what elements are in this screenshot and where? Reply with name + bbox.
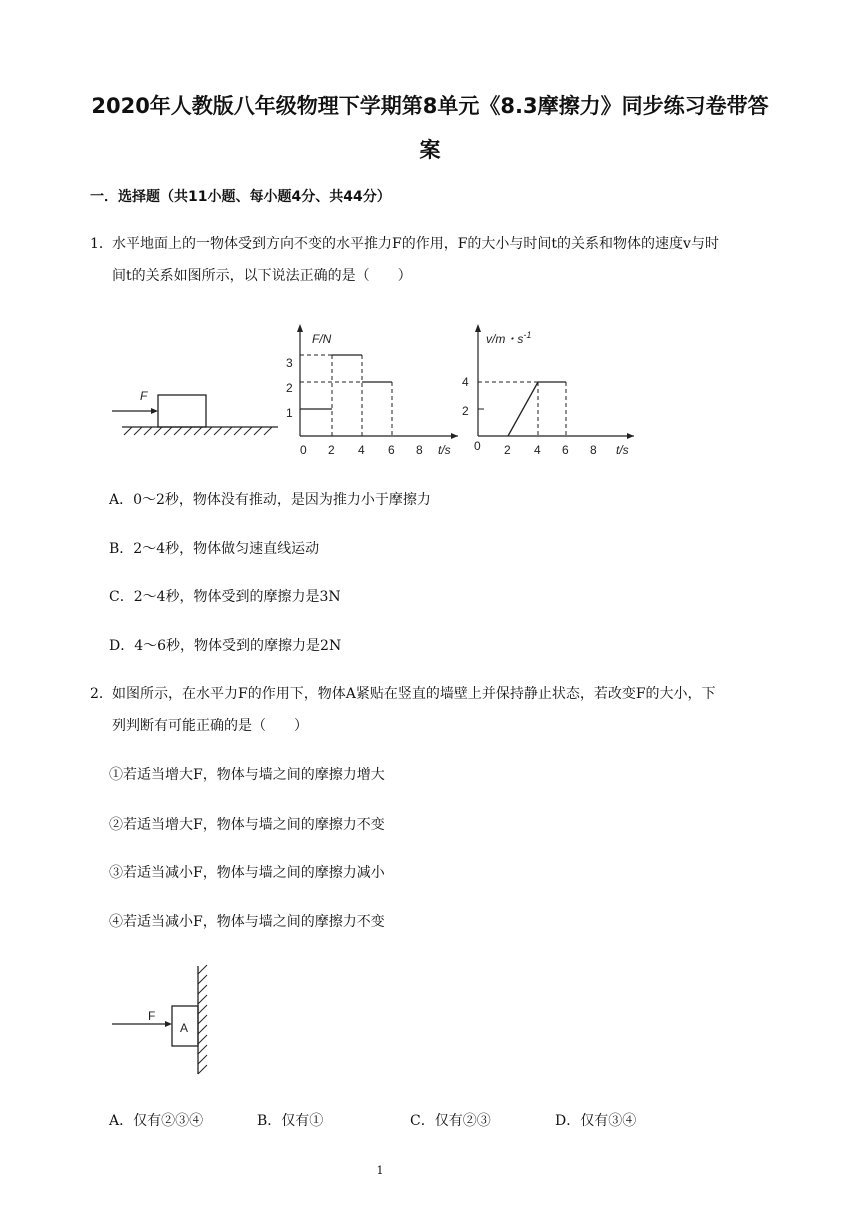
q1-option-c[interactable]: C．2～4秒，物体受到的摩擦力是3N	[109, 589, 341, 605]
fgraph-ytick-1: 1	[286, 406, 293, 420]
force-time-graph	[280, 322, 460, 462]
block	[158, 395, 206, 427]
question-1	[90, 228, 802, 292]
page-number: 1	[376, 1164, 384, 1177]
vgraph-xtick-4: 4	[534, 443, 541, 457]
vgraph-guides	[478, 382, 566, 436]
block-a-label: A	[180, 1021, 189, 1035]
fgraph-xtick-2: 2	[328, 443, 335, 457]
vgraph-y-arrow	[475, 324, 481, 332]
fgraph-xtick-0: 0	[300, 443, 307, 457]
fgraph-y-label: F/N	[312, 332, 332, 346]
question-2-line-2: 列判断有可能正确的是（ ）	[112, 718, 308, 734]
fgraph-ytick-3: 3	[286, 356, 293, 370]
vgraph-xtick-6: 6	[562, 443, 569, 457]
velocity-time-graph	[458, 322, 638, 462]
question-1-number: 1．	[90, 236, 113, 252]
q1-option-d[interactable]: D．4～6秒，物体受到的摩擦力是2N	[109, 638, 342, 654]
fgraph-guides	[300, 355, 392, 436]
fgraph-xtick-6: 6	[388, 443, 395, 457]
wall-hatching	[198, 965, 207, 1074]
q2-option-d[interactable]: D．仅有③④	[555, 1113, 637, 1129]
force-arrowhead	[151, 408, 158, 414]
q2-statement-1: ①若适当增大F，物体与墙之间的摩擦力增大	[109, 767, 385, 783]
question-1-line-2: 间t的关系如图所示，以下说法正确的是（ ）	[112, 268, 412, 284]
fgraph-x-arrow	[451, 433, 458, 439]
vgraph-xtick-0: 0	[474, 439, 481, 453]
fgraph-y-arrow	[297, 324, 303, 332]
question-2-line-1: 如图所示，在水平力F的作用下，物体A紧贴在竖直的墙壁上并保持静止状态，若改变F的大小，下	[112, 686, 716, 702]
block-against-wall-figure	[110, 960, 220, 1080]
q2-statement-2: ②若适当增大F，物体与墙之间的摩擦力不变	[109, 817, 385, 833]
document-title	[60, 84, 800, 172]
q2-statement-3: ③若适当减小F，物体与墙之间的摩擦力减小	[109, 865, 385, 881]
vgraph-velocity-line	[508, 382, 566, 436]
fgraph-xtick-8: 8	[416, 443, 423, 457]
vgraph-xtick-2: 2	[504, 443, 511, 457]
fgraph-ytick-2: 2	[286, 381, 293, 395]
vgraph-xtick-8: 8	[590, 443, 597, 457]
fgraph-xtick-4: 4	[358, 443, 365, 457]
title-line-2: 案	[419, 138, 441, 162]
title-line-1: 2020年人教版八年级物理下学期第8单元《8.3摩擦力》同步练习卷带答	[91, 94, 769, 118]
question-1-line-1: 水平地面上的一物体受到方向不变的水平推力F的作用，F的大小与时间t的关系和物体的速度v与时	[112, 236, 719, 252]
fgraph-x-label: t/s	[438, 443, 451, 457]
wall-force-f-label: F	[148, 1009, 156, 1023]
vgraph-ytick-2: 2	[462, 404, 469, 418]
question-2-number: 2．	[90, 686, 113, 702]
wall-force-arrowhead	[165, 1021, 172, 1027]
q1-option-a[interactable]: A．0～2秒，物体没有推动，是因为推力小于摩擦力	[109, 492, 431, 508]
q2-option-a[interactable]: A．仅有②③④	[109, 1113, 204, 1129]
section-heading: 一．选择题（共11小题、每小题4分、共44分）	[90, 189, 391, 205]
ground-hatching	[124, 427, 272, 435]
q2-option-c[interactable]: C．仅有②③	[410, 1113, 491, 1129]
vgraph-y-label: v/m・$s^{-1}$	[486, 330, 532, 346]
q1-option-b[interactable]: B．2～4秒，物体做匀速直线运动	[109, 541, 320, 557]
vgraph-x-arrow	[627, 433, 634, 439]
q2-statement-4: ④若适当减小F，物体与墙之间的摩擦力不变	[109, 914, 385, 930]
q2-option-b[interactable]: B．仅有①	[257, 1113, 324, 1129]
block-on-ground-figure	[110, 384, 280, 436]
vgraph-ytick-4: 4	[462, 375, 469, 389]
force-f-label: F	[140, 389, 148, 403]
vgraph-x-label: t/s	[616, 443, 629, 457]
question-2	[90, 678, 802, 742]
